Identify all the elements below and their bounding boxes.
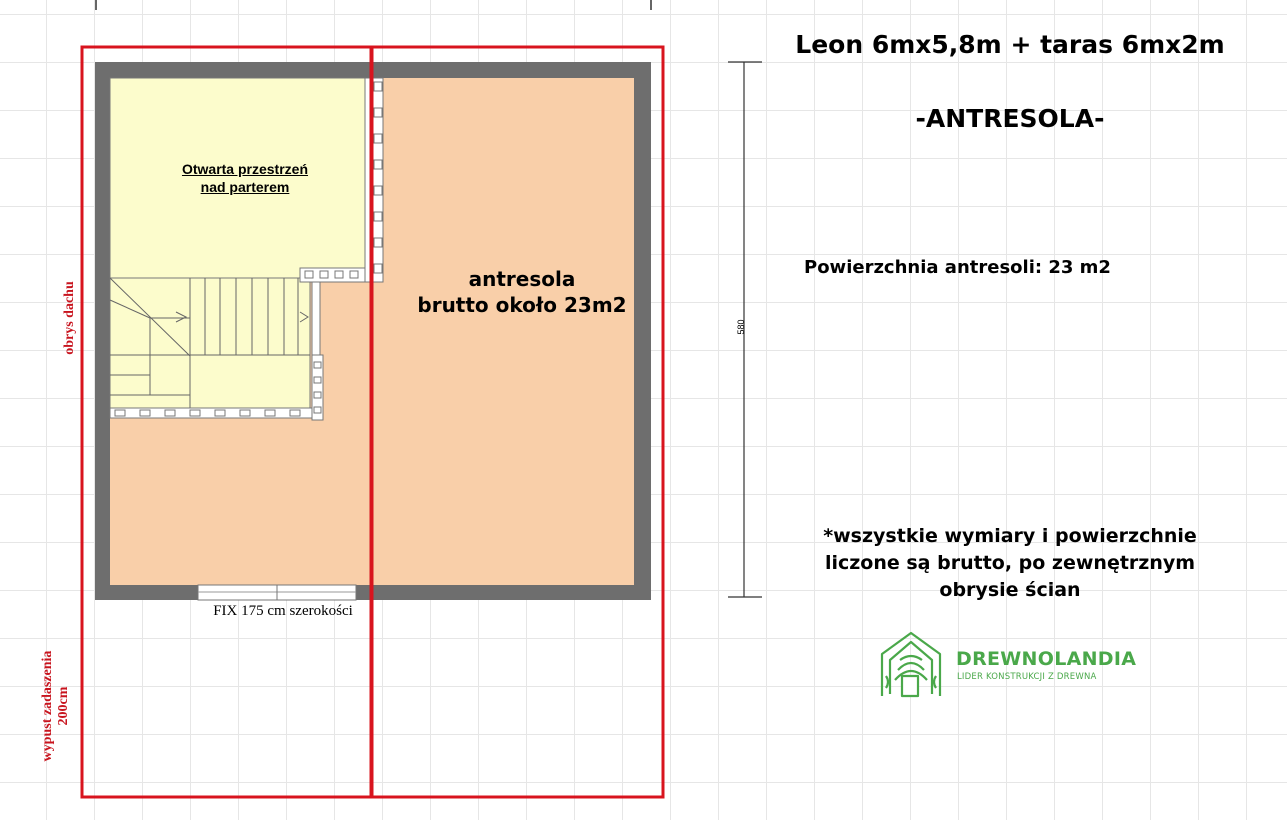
open-space-label-line1: Otwarta przestrzeń [181, 161, 309, 177]
room-label-name: antresola [468, 267, 576, 291]
railing-top [300, 268, 370, 282]
railing-open-space [365, 78, 383, 282]
house-wood-icon [878, 630, 944, 700]
logo-tagline: LIDER KONSTRUKCJI Z DREWNA [957, 672, 1097, 682]
open-space-label [155, 160, 335, 196]
overhang-label-line2: 200cm [56, 686, 71, 726]
open-space-label-line2: nad parterem [200, 179, 290, 195]
railing-bottom [110, 408, 322, 418]
logo-name: DREWNOLANDIA [956, 648, 1137, 670]
dimension-label: 580 [736, 319, 746, 335]
roof-outline-label: obrys dachu [62, 281, 77, 355]
overhang-label [40, 626, 72, 786]
fix-window [198, 585, 356, 600]
drewnolandia-logo [878, 630, 1138, 700]
room-label [392, 266, 652, 318]
area-label: Powierzchnia antresoli: 23 m2 [804, 257, 1111, 278]
window-label: FIX 175 cm szerokości [213, 603, 353, 619]
measurement-note: *wszystkie wymiary i powierzchnie liczone są brutto, po zewnętrznym obrysie ścian [823, 525, 1197, 601]
staircase [110, 278, 310, 410]
room-label-area: brutto około 23m2 [417, 293, 627, 317]
overhang-label-line1: wypust zadaszenia [40, 650, 55, 762]
page-title: Leon 6mx5,8m + taras 6mx2m [795, 30, 1225, 59]
page-subtitle: -ANTRESOLA- [915, 104, 1105, 133]
